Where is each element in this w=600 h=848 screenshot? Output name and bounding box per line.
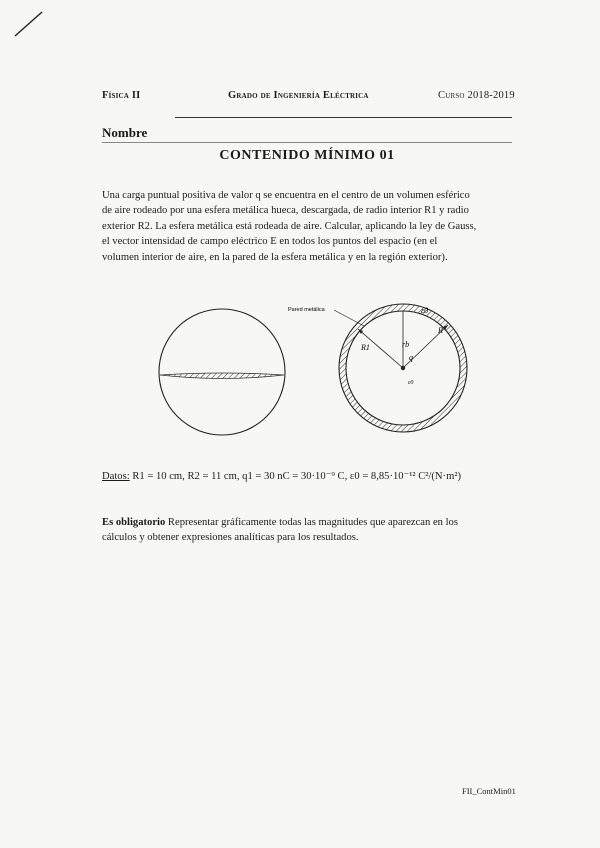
eps-small-label: ε0 (408, 380, 414, 386)
r1-label: R1 (361, 343, 370, 352)
problem-statement (102, 188, 514, 265)
header-year: Curso 2018-2019 (438, 90, 515, 101)
charge-label: q (409, 353, 413, 362)
charge-dot (401, 366, 405, 370)
mandatory-bold: Es obligatorio (102, 517, 166, 528)
header-course: Física II (102, 90, 141, 101)
name-label: Nombre (102, 125, 148, 140)
page-title: CONTENIDO MÍNIMO 01 (219, 148, 395, 163)
mandatory-note (102, 515, 514, 546)
problem-line-3: exterior R2. La esfera metálica está rodeada de aire. Calcular, aplicando la ley de Gauss, (102, 220, 477, 232)
figure-spheres (150, 298, 480, 438)
eps0-label: ε0 (421, 306, 429, 315)
problem-line-4: el vector intensidad de campo eléctrico E en todos los puntos del espacio (en el (102, 236, 438, 248)
header-degree: Grado de Ingeniería Eléctrica (228, 90, 369, 101)
r2-label: R (438, 326, 443, 335)
footer-code: FII_ContMin01 (462, 786, 516, 796)
problem-line-2: de aire rodeado por una esfera metálica hueca, descargada, de radio interior R1 y radio (102, 205, 469, 217)
data-line (102, 469, 522, 484)
wall-label: Pared metálica (288, 307, 325, 313)
data-values: R1 = 10 cm, R2 = 11 cm, q1 = 30 nC = 30·10⁻⁹ C, ε0 = 8,85·10⁻¹² C²/(N·m²) (132, 471, 462, 482)
mandatory-line-1: Representar gráficamente todas las magnitudes que aparezcan en los (165, 517, 458, 528)
problem-line-5: volumen interior de aire, en la pared de la esfera metálica y en la región exterior). (102, 251, 448, 263)
wall-leader (334, 310, 364, 326)
data-label: Datos: (102, 471, 130, 482)
name-rule (102, 142, 512, 143)
pen-mark (10, 8, 50, 42)
rb-label: rb (402, 340, 410, 349)
sphere-equator (160, 373, 284, 379)
problem-line-1: Una carga puntual positiva de valor q se encuentra en el centro de un volumen esférico (102, 190, 470, 201)
header-rule (175, 117, 512, 118)
sphere-outline (159, 309, 285, 435)
mandatory-line-2: cálculos y obtener expresiones analíticas para los resultados. (102, 532, 359, 544)
